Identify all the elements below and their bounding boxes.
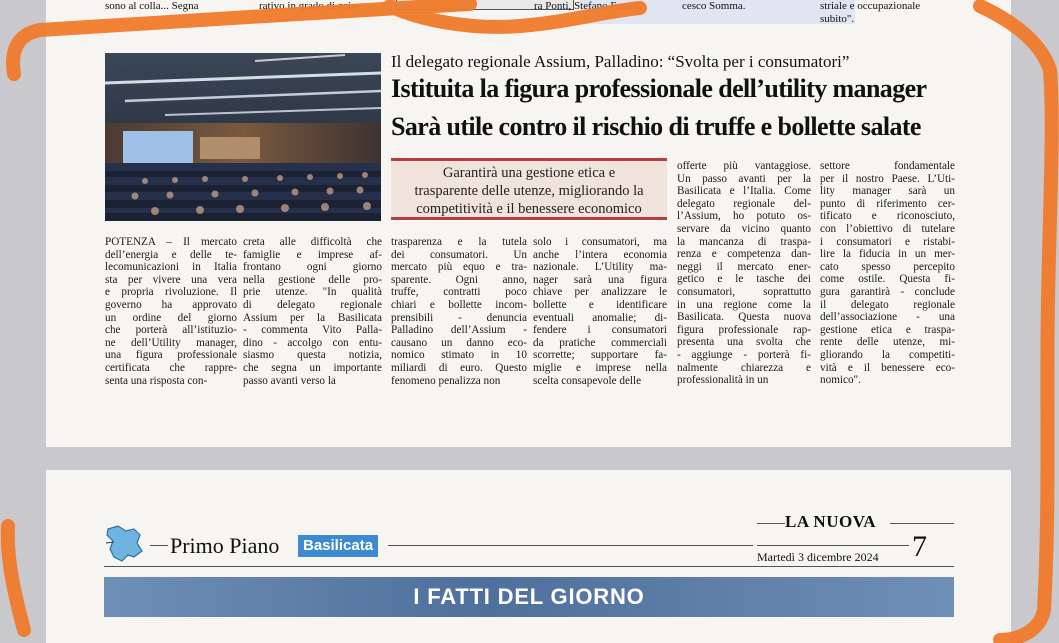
article-text-line: renza e competenza dan- (677, 248, 811, 261)
article-text-line: - aggiunge - porterà fi- (677, 348, 811, 361)
article-text-line: governo ha approvato (105, 298, 237, 311)
article-text-line: bollette e identificare (533, 298, 667, 311)
article-text-line: Un passo avanti per la (677, 172, 811, 185)
article-text-line: figura professionale rap- (677, 323, 811, 336)
article-text-line: - commenta Vito Palla- (243, 324, 382, 337)
strip-col4: ra Ponti, Stefano Fasani, (534, 0, 642, 12)
article-text-line: certificata che rappre- (105, 361, 237, 374)
article-text-line: gliorando la competiti- (820, 348, 955, 361)
article-text-line: i consumatori e ristabi- (820, 235, 955, 248)
newspaper-name: LA NUOVA (785, 512, 877, 531)
article-text-line: miliardi di euro. Questo (391, 361, 527, 374)
article-text-line: dell’energia e delle te- (105, 248, 237, 261)
article-text-line: Basilicata e l’Italia. Come (677, 185, 811, 198)
section-title: Primo Piano (170, 533, 280, 558)
article-text-line: solo i consumatori, ma (533, 236, 667, 248)
pullquote-line: Garantirà una gestione etica e (442, 165, 616, 181)
page-number: 7 (912, 530, 927, 563)
article-text-line: come ostile. Questa fi- (820, 273, 955, 286)
header-rule-left (150, 545, 168, 546)
header-rule-date-top (757, 545, 909, 546)
article-text-line: un ordine del giorno (105, 311, 237, 324)
article-text-line: per il nostro Paese. L’Uti- (820, 172, 955, 185)
article-text-line: lire la fiducia in un mer- (820, 248, 955, 261)
header-rule-name-left (757, 523, 785, 524)
article-text-line: senta una risposta con- (105, 374, 208, 387)
article-text-line: siasmo questa notizia, (243, 349, 382, 362)
article-text-line: passo avanti verso la (243, 374, 336, 387)
article-text-line: di delegato regionale (243, 298, 382, 311)
article-text-line: il delegato regionale (820, 298, 955, 311)
article-text-line: professionalità in un (677, 374, 769, 387)
article-kicker: Il delegato regionale Assium, Palladino: “Svolta per i consumatori” (391, 52, 850, 71)
article-column-2 (243, 236, 382, 387)
pullquote-line: competitività e il benessere economico (416, 201, 642, 217)
article-text-line: vità e il benessere eco- (820, 361, 955, 374)
article-text-line: POTENZA – Il mercato (105, 236, 237, 248)
article-text-line: che porterà all’istituzio- (105, 324, 237, 337)
article-text-line: settore fondamentale (820, 160, 955, 172)
strip-col5: cesco Somma. (682, 0, 746, 12)
header-rule-bottom (104, 566, 954, 567)
article-text-line: gestione etica e traspa- (820, 323, 955, 336)
article-column-3 (391, 236, 527, 387)
article-text-line: sta per vivere una vera (105, 273, 237, 286)
article-text-line: mercato più equo e tra- (391, 261, 527, 274)
article-text-line: scorrette; supportare fa- (533, 349, 667, 362)
article-text-line: e propria rivoluzione. Il (105, 286, 237, 299)
article-text-line: nalmente chiarezza e (677, 361, 811, 374)
article-text-line: prie utenze. "In qualità (243, 286, 382, 299)
strip-col1: sono al colla... Segna (105, 0, 199, 12)
article-text-line: sparente. Ogni anno, (391, 273, 527, 286)
article-text-line: l’Assium, ho potuto os- (677, 210, 811, 223)
article-text-line: ne dell’Utility manager, (105, 336, 237, 349)
article-text-line: prensibili - denuncia (391, 311, 527, 324)
strip-col6-line1: striale e occupazionale (820, 0, 921, 12)
article-text-line: causano un danno eco- (391, 336, 527, 349)
article-text-line: con l’obiettivo di tutelare (820, 222, 955, 235)
article-column-6 (820, 160, 955, 387)
article-text-line: scelta consapevole delle (533, 374, 642, 387)
article-text-line: Basilicata. Questa nuova (677, 311, 811, 324)
article-text-line: truffe, contratti poco (391, 286, 527, 299)
article-text-line: miglie e imprese nella (533, 361, 667, 374)
issue-date: Martedì 3 dicembre 2024 (757, 550, 879, 564)
basilicata-map-icon (104, 523, 146, 565)
article-text-line: consumatori, soprattutto (677, 285, 811, 298)
article-text-line: punto di riferimento cer- (820, 197, 955, 210)
article-text-line: presenta una svolta che (677, 336, 811, 349)
conference-photo (105, 53, 381, 221)
article-text-line: tificato e riconosciuto, (820, 210, 955, 223)
article-text-line: in una regione come la (677, 298, 811, 311)
article-text-line: la mancanza di traspa- (677, 235, 811, 248)
pullquote-line: trasparente delle utenze, migliorando la (414, 183, 644, 199)
article-headline-line1: Istituita la figura professionale dell’utility manager (391, 74, 927, 103)
article-text-line: dell’associazione - una (820, 311, 955, 324)
region-badge: Basilicata (298, 535, 378, 557)
article-text-line: lity manager sarà un (820, 185, 955, 198)
article-text-line: neggi il mercato ener- (677, 260, 811, 273)
article-headline-line2: Sarà utile contro il rischio di truffe e bollette salate (391, 112, 921, 141)
article-text-line: trasparenza e la tutela (391, 236, 527, 248)
article-text-line: da pratiche commerciali (533, 336, 667, 349)
article-text-line: nager sarà una figura (533, 273, 667, 286)
article-column-4 (533, 236, 667, 387)
article-pullquote (391, 158, 667, 220)
header-rule-middle (388, 545, 753, 546)
article-text-line: famiglie e imprese af- (243, 248, 382, 261)
article-text-line: eventuali anomalie; di- (533, 311, 667, 324)
article-text-line: fendere i consumatori (533, 324, 667, 337)
article-text-line: una figura professionale (105, 349, 237, 362)
article-text-line: gura garantirà - conclude (820, 285, 955, 298)
article-text-line: nomico". (820, 374, 861, 387)
article-text-line: getico e le tasche dei (677, 273, 811, 286)
article-text-line: rente delle utenze, mi- (820, 336, 955, 349)
section-banner (104, 577, 954, 617)
article-text-line: offerte più vantaggiose. (677, 160, 811, 172)
previous-article-strip (46, 0, 1011, 28)
article-text-line: chiari e bollette incom- (391, 298, 527, 311)
strip-col2: rativo in grado di coin- (259, 0, 361, 12)
article-text-line: Assium per la Basilicata (243, 311, 382, 324)
strip-col6-line2: subito". (820, 13, 855, 25)
article-text-line: lecomunicazioni in Italia (105, 261, 237, 274)
article-text-line: frontano ogni giorno (243, 261, 382, 274)
article-text-line: dei consumatori. Un (391, 248, 527, 261)
article-text-line: nazionale. L’Utility ma- (533, 261, 667, 274)
article-text-line: che segna un importante (243, 361, 382, 374)
article-text-line: delegato regionale del- (677, 197, 811, 210)
article-text-line: creta alle difficoltà che (243, 236, 382, 248)
article-text-line: nomico stimato in 10 (391, 349, 527, 362)
header-rule-name-right (890, 523, 954, 524)
section-banner-text: I FATTI DEL GIORNO (413, 584, 645, 609)
article-column-5 (677, 160, 811, 387)
article-text-line: dino - accolgo con entu- (243, 336, 382, 349)
article-text-line: servare da vicino quanto (677, 222, 811, 235)
article-text-line: cato spesso percepito (820, 260, 955, 273)
article-text-line: Palladino dell’Assium - (391, 324, 527, 337)
article-text-line: fenomeno penalizza non (391, 374, 501, 387)
article-text-line: chiave per analizzare le (533, 286, 667, 299)
article-text-line: nella gestione delle pro- (243, 273, 382, 286)
article-text-line: anche l’intera economia (533, 248, 667, 261)
article-column-1 (105, 236, 237, 387)
